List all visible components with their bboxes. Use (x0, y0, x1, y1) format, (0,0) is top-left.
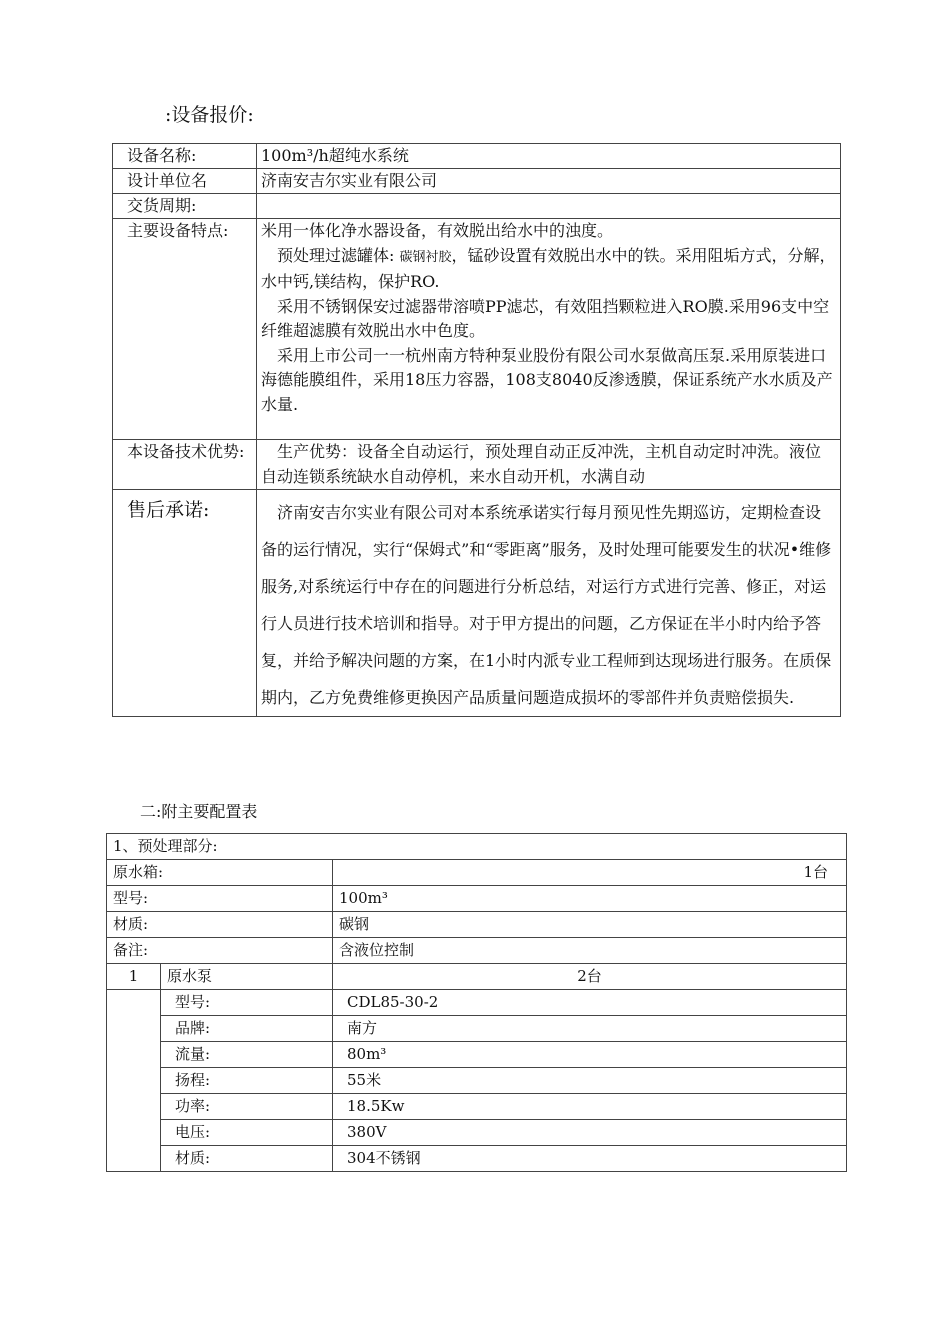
tank-note-label: 备注: (107, 938, 333, 964)
pump-spec-label: 材质: (161, 1146, 333, 1172)
tank-model-label: 型号: (107, 886, 333, 912)
pump-spec-label: 电压: (161, 1120, 333, 1146)
pump-spec-value: 304不锈钢 (333, 1146, 847, 1172)
after-sales-value: 济南安吉尔实业有限公司对本系统承诺实行每月预见性先期巡访，定期检查设备的运行情况，实行“保姆式”和“零距离”服务，及时处理可能要发生的状况•维修服务,对系统运行中存在的问题进行分析总结，对运行方式进行完善、修正，对运行人员进行技术培训和指导。对于甲方提出的问题，乙方保证在半小时内给予答复，并给予解决问题的方案，在1小时内派专业工程师到达现场进行服务。在质保期内，乙方免费维修更换因产品质量问题造成损坏的零部件并负责赔偿损失. (257, 490, 841, 717)
tank-material-value: 碳钢 (333, 912, 847, 938)
table-row (107, 1042, 847, 1068)
pump-spec-label: 型号: (161, 990, 333, 1016)
design-unit-label: 设计单位名 (113, 169, 257, 194)
pump-spec-value: 南方 (333, 1016, 847, 1042)
section-title-quote: :设备报价: (165, 104, 254, 126)
table-row (107, 1068, 847, 1094)
features-value (257, 219, 841, 440)
pump-spec-label: 品牌: (161, 1016, 333, 1042)
table-row (107, 912, 847, 938)
design-unit-value: 济南安吉尔实业有限公司 (257, 169, 841, 194)
table-row (107, 1016, 847, 1042)
table-row (113, 440, 841, 490)
equipment-name-label: 设备名称: (113, 144, 257, 169)
tank-qty: 1台 (333, 860, 847, 886)
table-row (113, 194, 841, 219)
table-row (107, 1120, 847, 1146)
tank-label: 原水箱: (107, 860, 333, 886)
pump-spec-label: 流量: (161, 1042, 333, 1068)
delivery-period-label: 交货周期: (113, 194, 257, 219)
features-text: ，锰砂设置有效脱出水中的铁。采用阻垢方式，分解，水中钙,镁结构，保护RO. (261, 245, 836, 291)
pump-qty: 2台 (333, 964, 847, 990)
tank-model-value: 100m³ (333, 886, 847, 912)
pump-spec-label: 扬程: (161, 1068, 333, 1094)
features-paragraph: 采用上市公司一一杭州南方特种泵业股份有限公司水泵做高压泵.采用原装进口海德能膜组件，采用18压力容器，108支8040反渗透膜，保证系统产水水质及产水量. (261, 345, 833, 414)
features-text: 预处理过滤罐体: (277, 245, 400, 265)
pump-spec-label: 功率: (161, 1094, 333, 1120)
part-title: 1、预处理部分: (107, 834, 847, 860)
features-label: 主要设备特点: (113, 219, 257, 440)
pump-spec-value: 80m³ (333, 1042, 847, 1068)
table-row (107, 860, 847, 886)
tank-note-value: 含液位控制 (333, 938, 847, 964)
table-row (113, 144, 841, 169)
table-row (107, 1094, 847, 1120)
tank-material-label: 材质: (107, 912, 333, 938)
features-paragraph (261, 244, 836, 295)
features-paragraph: 米用一体化净水器设备，有效脱出给水中的浊度。 (261, 221, 614, 240)
pump-label: 原水泵 (161, 964, 333, 990)
delivery-period-value (257, 194, 841, 219)
pump-spec-value: 18.5Kw (333, 1094, 847, 1120)
table-row (107, 990, 847, 1016)
features-text-small: 碳钢衬胶 (399, 249, 452, 265)
pump-spacer-cell (107, 990, 161, 1172)
table-row (107, 938, 847, 964)
quote-table (112, 143, 841, 717)
equipment-name-value: 100m³/h超纯水系统 (257, 144, 841, 169)
pump-spec-value: 55米 (333, 1068, 847, 1094)
section-title-config: 二:附主要配置表 (140, 802, 258, 821)
table-row (107, 964, 847, 990)
table-row (107, 886, 847, 912)
pump-spec-value: 380V (333, 1120, 847, 1146)
config-table (106, 833, 847, 1172)
table-row (107, 834, 847, 860)
after-sales-label: 售后承诺: (113, 490, 257, 717)
pump-spec-value: CDL85-30-2 (333, 990, 847, 1016)
table-row (113, 490, 841, 717)
advantage-value: 生产优势：设备全自动运行，预处理自动正反冲洗，主机自动定时冲洗。液位自动连锁系统缺水自动停机，来水自动开机，水满自动 (257, 440, 841, 490)
table-row (113, 169, 841, 194)
pump-index: 1 (107, 964, 161, 990)
table-row (107, 1146, 847, 1172)
advantage-label: 本设备技术优势: (113, 440, 257, 490)
table-row (113, 219, 841, 440)
features-paragraph: 采用不锈钢保安过滤器带溶喷PP滤芯，有效阻挡颗粒进入RO膜.采用96支中空纤维超滤膜有效脱出水中色度。 (261, 296, 830, 340)
